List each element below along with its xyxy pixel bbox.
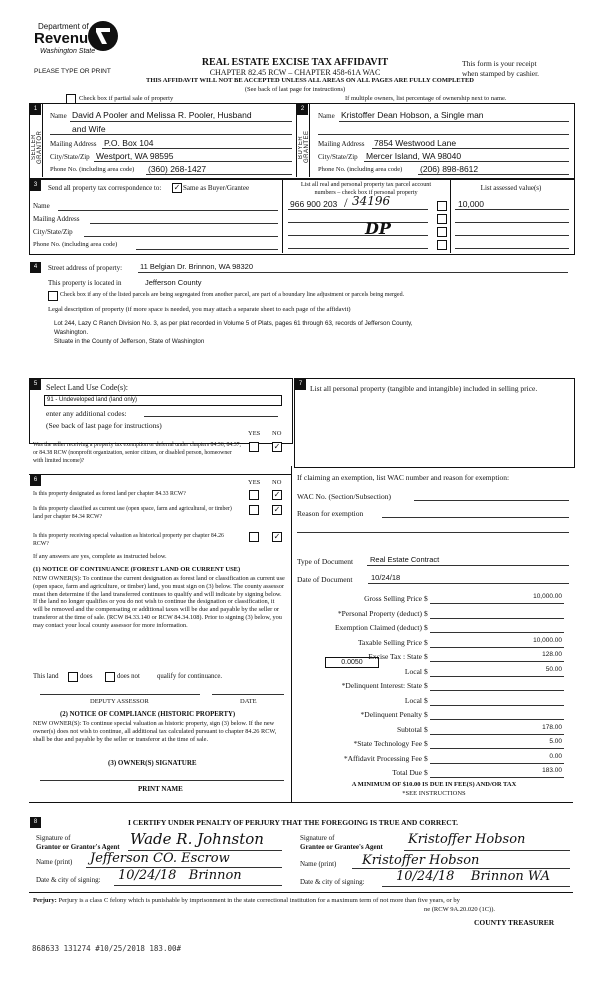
does-not-checkbox[interactable] xyxy=(105,672,115,682)
legal-3[interactable]: Situate in the County of Jefferson, State of Washington xyxy=(54,338,205,345)
tax-row-label: Exemption Claimed (deduct) xyxy=(334,623,422,632)
tax-row-currency: $ xyxy=(424,608,428,618)
assessed-header: List assessed value(s) xyxy=(480,184,542,192)
multiple-owners-label: If multiple owners, list percentage of ownership next to name. xyxy=(345,95,507,102)
tax-row-currency: $ xyxy=(424,637,428,647)
if-yes-note: If any answers are yes, complete as instructed below. xyxy=(33,553,167,560)
forest-no-checkbox[interactable]: ✓ xyxy=(273,490,281,499)
exemption-question: Was the seller receiving a property tax exemption or deferral under chapters 84.36, 84.37, or 84.38 RCW (nonprofit organization, senior citizen, or disabled person, homeowner with limited income)? xyxy=(33,442,241,464)
perjury-text: Perjury is a class C felony which is punishable by imprisonment in the state correctional institution for a maximum term of not more than five years, or by xyxy=(58,897,460,904)
county[interactable]: Jefferson County xyxy=(145,278,202,287)
parcel-initials: DP xyxy=(365,219,391,238)
parcel-pp-checkbox-1[interactable] xyxy=(437,201,447,211)
tax-row-label: *Delinquent Penalty xyxy=(360,710,422,719)
this-land-label: This land xyxy=(33,673,59,680)
section-1-marker: 1 xyxy=(30,104,41,115)
print-name-label: PRINT NAME xyxy=(138,785,183,793)
tax-row-currency: $ xyxy=(424,724,428,734)
tax-row-label: *Personal Property (deduct) xyxy=(337,608,422,618)
exemption-no-checkbox[interactable]: ✓ xyxy=(273,442,281,451)
segregated-label: Check box if any of the listed parcels are being segregated from another parcel, are part of a boundary line adjustment or parcels being merged. xyxy=(60,292,405,298)
does-checkbox[interactable] xyxy=(68,672,78,682)
seller-mailing-label: Mailing Address xyxy=(50,140,97,148)
tax-row-currency: $ xyxy=(424,710,428,719)
local-rate-box[interactable] xyxy=(325,657,379,668)
grantee-name-label: Name (print) xyxy=(300,860,337,868)
buyer-phone-label: Phone No. (including area code) xyxy=(318,166,403,173)
does-label: does xyxy=(80,673,93,680)
perjury-notice xyxy=(33,897,573,906)
legal-2[interactable]: Washington. xyxy=(54,329,89,336)
parcel-number[interactable]: 966 900 203 xyxy=(290,199,338,209)
corr-city-label: City/State/Zip xyxy=(33,228,73,236)
doc-type[interactable]: Real Estate Contract xyxy=(370,555,440,564)
buyer-phone[interactable]: (206) 898-8612 xyxy=(420,164,479,174)
grantee-sig-label-1: Signature of xyxy=(300,834,335,842)
tax-row-currency: $ xyxy=(424,695,428,705)
partial-sale-label: Check box if partial sale of property xyxy=(79,95,174,102)
grantor-date-label: Date & city of signing: xyxy=(36,876,101,884)
legal-1[interactable]: Lot 244, Lazy C Ranch Division No. 3, as per plat recorded in Volume 5 of Plats, pages 61 through 63, records of Jefferson County, xyxy=(54,320,413,327)
seller-side-label: SELLER GRANTOR xyxy=(31,130,43,164)
section-4-marker: 4 xyxy=(30,262,41,273)
section-3-marker: 3 xyxy=(30,180,41,191)
tax-row-label: Taxable Selling Price xyxy=(357,637,422,647)
grantee-sig-label-2: Grantee or Grantee's Agent xyxy=(300,843,383,851)
tax-row-label: Local xyxy=(404,695,422,705)
current-use-no-checkbox[interactable]: ✓ xyxy=(273,505,281,514)
tax-row-currency: $ xyxy=(424,623,428,632)
tax-row-currency: $ xyxy=(424,594,428,603)
logo-dept: Department of xyxy=(38,22,89,31)
s5-yes: YES xyxy=(248,430,261,437)
tax-row-value[interactable]: 10,000.00 xyxy=(533,636,562,644)
doc-date[interactable]: 10/24/18 xyxy=(371,573,401,582)
tax-row-currency: $ xyxy=(424,666,428,676)
grantee-date[interactable]: 10/24/18 Brinnon WA xyxy=(396,869,551,884)
exemption-yes-checkbox[interactable] xyxy=(249,442,259,452)
corr-phone-label: Phone No. (including area code) xyxy=(33,241,118,248)
parcel-pp-checkbox-4[interactable] xyxy=(437,240,447,250)
street-label: Street address of property: xyxy=(48,264,123,272)
located-label: This property is located in xyxy=(48,279,122,287)
tax-row-value[interactable]: 183.00 xyxy=(542,767,562,774)
exemption-claim-label: If claiming an exemption, list WAC number and reason for exemption: xyxy=(297,473,510,482)
grantor-name-label: Name (print) xyxy=(36,858,73,866)
buyer-side-label: BUYER GRANTEE xyxy=(298,130,310,164)
section-2-marker: 2 xyxy=(297,104,308,115)
notice2-title: (2) NOTICE OF COMPLIANCE (HISTORIC PROPERTY) xyxy=(60,711,236,718)
grantor-date[interactable]: 10/24/18 Brinnon xyxy=(118,868,242,883)
tax-row-value[interactable]: 50.00 xyxy=(545,665,562,673)
q-forest: Is this property designated as forest land per chapter 84.33 RCW? xyxy=(33,491,186,497)
seller-phone-label: Phone No. (including area code) xyxy=(50,166,135,173)
historic-yes-checkbox[interactable] xyxy=(249,532,259,542)
grantee-signature[interactable]: Kristoffer Hobson xyxy=(408,832,526,847)
notice1-title: (1) NOTICE OF CONTINUANCE (FOREST LAND OR CURRENT USE) xyxy=(33,566,241,573)
does-not-label: does not xyxy=(117,673,140,680)
buyer-city[interactable]: Mercer Island, WA 98040 xyxy=(366,151,462,161)
section-6-marker: 6 xyxy=(30,475,41,486)
land-use-see-back: (See back of last page for instructions) xyxy=(46,421,162,430)
seller-phone[interactable]: (360) 268-1427 xyxy=(148,164,207,174)
current-use-yes-checkbox[interactable] xyxy=(249,505,259,515)
logo-state: Washington State xyxy=(40,48,96,55)
certify-statement: I CERTIFY UNDER PENALTY OF PERJURY THAT THE FOREGOING IS TRUE AND CORRECT. xyxy=(128,818,459,827)
additional-codes-label: enter any additional codes: xyxy=(46,409,127,418)
seller-name-1[interactable]: David A Pooler and Melissa R. Pooler, Husband xyxy=(72,110,252,120)
perjury-label: Perjury: xyxy=(33,897,57,904)
tax-row-label: *Affidavit Processing Fee xyxy=(343,753,422,763)
parcel-pp-checkbox-3[interactable] xyxy=(437,227,447,237)
minimum-note: A MINIMUM OF $10.00 IS DUE IN FEE(S) AND/OR TAX xyxy=(351,781,517,788)
grantee-date-label: Date & city of signing: xyxy=(300,878,365,886)
see-back: (See back of last page for instructions) xyxy=(244,86,346,93)
historic-no-checkbox[interactable]: ✓ xyxy=(273,532,281,541)
doc-type-label: Type of Document xyxy=(297,557,354,566)
tax-row-label: *Delinquent Interest: State xyxy=(341,681,422,690)
parcels-header-1: List all real and personal property tax parcel account xyxy=(300,181,432,188)
segregated-checkbox[interactable] xyxy=(48,291,58,301)
forest-yes-checkbox[interactable] xyxy=(249,490,259,500)
seller-city-label: City/State/Zip xyxy=(50,153,90,161)
seller-name-label: Name xyxy=(50,112,67,120)
perjury-text-2: ne (RCW 9A.20.020 (1C)). xyxy=(424,906,496,913)
section-7-marker: 7 xyxy=(295,379,306,390)
seller-name-2[interactable]: and Wife xyxy=(72,124,106,134)
parcel-handwritten: 34196 xyxy=(352,194,391,208)
tax-row-label: Excise Tax : State xyxy=(368,652,422,661)
parcel-pp-checkbox-2[interactable] xyxy=(437,214,447,224)
buyer-mailing[interactable]: 7854 Westwood Lane xyxy=(374,138,457,148)
tax-row-value[interactable]: 0.00 xyxy=(549,752,562,760)
please-type: PLEASE TYPE OR PRINT xyxy=(34,68,111,75)
legal-label: Legal description of property (if more space is needed, you may attach a separate sheet to each page of the affidavit) xyxy=(48,306,351,313)
assessed-value[interactable]: 10,000 xyxy=(458,199,484,209)
street-address[interactable]: 11 Belgian Dr. Brinnon, WA 98320 xyxy=(140,262,253,271)
tax-row-label: Local xyxy=(404,666,422,676)
tax-row-value[interactable]: 128.00 xyxy=(542,651,562,658)
logo-revenue: Revenue xyxy=(34,30,97,47)
seller-city[interactable]: Westport, WA 98595 xyxy=(96,151,174,161)
tax-row-currency: $ xyxy=(424,753,428,763)
county-treasurer: COUNTY TREASURER xyxy=(474,918,555,927)
correspondence-label: Send all property tax correspondence to: xyxy=(48,184,162,192)
s5-no: NO xyxy=(272,430,282,437)
seller-mailing[interactable]: P.O. Box 104 xyxy=(104,138,154,148)
q-historic: Is this property receiving special valuation as historical property per chapter 84.26 RCW? xyxy=(33,533,224,547)
grantor-name[interactable]: Jefferson CO. Escrow xyxy=(90,851,230,866)
personal-property-label: List all personal property (tangible and intangible) included in selling price. xyxy=(310,384,538,393)
tax-row-label: Gross Selling Price xyxy=(364,594,422,603)
not-accepted: THIS AFFIDAVIT WILL NOT BE ACCEPTED UNLESS ALL AREAS ON ALL PAGES ARE FULLY COMPLETED xyxy=(146,77,474,84)
tax-row-currency: $ xyxy=(424,652,428,661)
tax-row-currency: $ xyxy=(424,768,428,777)
parcel-slash: / xyxy=(344,195,348,210)
wac-label: WAC No. (Section/Subsection) xyxy=(297,492,391,501)
corr-name-label: Name xyxy=(33,202,50,210)
parcels-header-2: numbers – check box if personal property xyxy=(314,189,418,196)
tax-row-currency: $ xyxy=(424,681,428,690)
tax-row-value[interactable]: 178.00 xyxy=(542,723,562,731)
tax-row-label: *State Technology Fee xyxy=(353,739,422,748)
tax-row-label: Total Due xyxy=(392,768,422,777)
q-current-use: Is this property classified as current use (open space, farm and agricultural, or timber) land per chapter 84.34 RCW? xyxy=(33,506,232,520)
land-use-label: Select Land Use Code(s): xyxy=(46,383,128,392)
buyer-name[interactable]: Kristoffer Dean Hobson, a Single man xyxy=(341,110,484,120)
buyer-mailing-label: Mailing Address xyxy=(318,140,365,148)
form-title: REAL ESTATE EXCISE TAX AFFIDAVIT xyxy=(201,57,389,68)
s6-no: NO xyxy=(272,479,282,486)
tax-row-value[interactable]: 5.00 xyxy=(549,738,562,745)
grantor-sig-label-1: Signature of xyxy=(36,834,71,842)
same-as-buyer-label: Same as Buyer/Grantee xyxy=(183,184,250,192)
land-use-selected: 91 - Undeveloped land (land only) xyxy=(47,397,138,403)
doc-date-label: Date of Document xyxy=(297,575,353,584)
grantee-name[interactable]: Kristoffer Hobson xyxy=(362,853,480,868)
grantor-signature[interactable]: Wade R. Johnston xyxy=(130,830,264,848)
deputy-assessor-label: DEPUTY ASSESSOR xyxy=(90,698,149,705)
notice2-body: NEW OWNER(S): To continue special valuation as historic property, sign (3) below. If the new owner(s) does not wish to continue, all additional tax calculated pursuant to chapter 84.26 RCW, shall be due and payable by the seller or transferor at the time of sale. xyxy=(33,720,277,743)
owner-signature-label: (3) OWNER(S) SIGNATURE xyxy=(108,759,197,767)
buyer-name-label: Name xyxy=(318,112,335,120)
receipt-line1: This form is your receipt xyxy=(462,59,537,68)
local-rate: 0.0050 xyxy=(341,659,363,666)
receipt-line2: when stamped by cashier. xyxy=(462,69,540,78)
s6-yes: YES xyxy=(248,479,261,486)
tax-row-currency: $ xyxy=(424,739,428,748)
qualify-label: qualify for continuance. xyxy=(157,673,223,680)
same-as-buyer-checkbox[interactable]: ✓ xyxy=(173,183,181,192)
corr-mailing-label: Mailing Address xyxy=(33,215,80,223)
reason-label: Reason for exemption xyxy=(297,509,364,518)
date-label: DATE xyxy=(240,698,257,705)
section-8-marker: 8 xyxy=(30,817,41,828)
grantor-sig-label-2: Grantor or Grantor's Agent xyxy=(36,843,120,851)
form-chapter: CHAPTER 82.45 RCW – CHAPTER 458-61A WAC xyxy=(209,68,381,77)
buyer-city-label: City/State/Zip xyxy=(318,153,358,161)
section-5-marker: 5 xyxy=(30,379,41,390)
cashier-stamp: 868633 131274 #10/25/2018 183.00# xyxy=(32,944,182,953)
see-instructions: *SEE INSTRUCTIONS xyxy=(402,790,466,797)
tax-row-label: Subtotal xyxy=(396,724,422,734)
notice1-body: NEW OWNER(S): To continue the current designation as forest land or classification as current use (open space, farm and agriculture, or timber) land, you must sign on (3) below. The county assessor must then determine if the land transferred continues to qualify and will indicate by signing below. If the land no longer qualifies or you do not wish to continue the designation or classification, it will be removed and the compensating or additional taxes will be due and payable by the seller or transferor at the time of sale. (RCW 84.33.140 or RCW 84.34.108). Prior to signing (3) below, you may contact your local county assessor for more information. xyxy=(33,575,285,629)
tax-row-value[interactable]: 10,000.00 xyxy=(533,593,562,600)
land-use-select[interactable] xyxy=(44,395,282,406)
